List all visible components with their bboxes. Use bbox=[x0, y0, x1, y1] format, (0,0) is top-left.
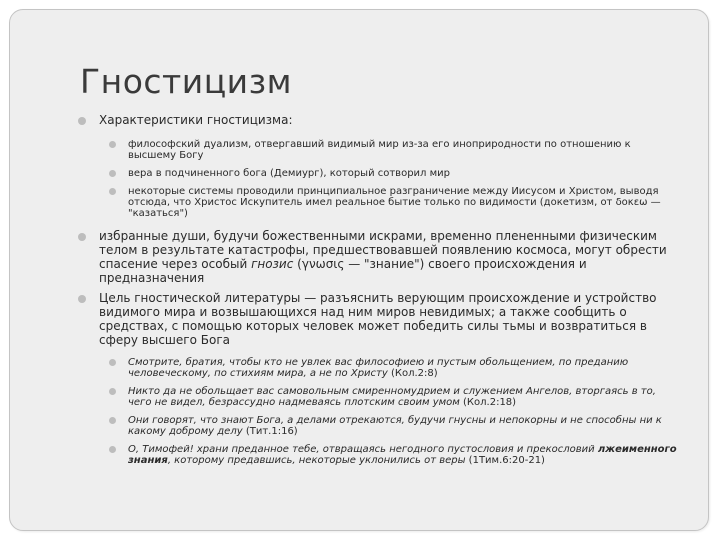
quote-titus-1-16 bbox=[98, 415, 678, 437]
gnosis-term: гнозис bbox=[251, 257, 294, 271]
quote-emphasis: лжеименного знания bbox=[128, 444, 677, 466]
quote-text: Никто да не обольщает вас самовольным смиренномудрием и служением Ангелов, вторгаясь в то, чего не видел, безрассудно надмеваясь плотским своим умом bbox=[128, 386, 656, 408]
quote-reference: (Кол.2:8) bbox=[387, 368, 438, 379]
bullet-literature-goal: Цель гностической литературы — разъяснить верующим происхождение и устройство видимого мира и возвышающихся над ним миров невидимых; а также сообщить о средствах, с помощью которых человек может победить силы тьмы и возвратиться в сферу высшего Бога bbox=[78, 291, 678, 347]
slide-title: Гностицизм bbox=[80, 62, 293, 101]
bullet-characteristics: Характеристики гностицизма: bbox=[78, 113, 678, 127]
sub-bullet-dualism: философский дуализм, отвергавший видимый мир из-за его иноприродности по отношению к высшему Богу bbox=[98, 139, 678, 161]
quote-reference: (Тит.1:16) bbox=[242, 426, 298, 437]
quote-colossians-2-18 bbox=[98, 386, 678, 408]
quote-text: Они говорят, что знают Бога, а делами отрекаются, будучи гнусны и непокорны и не способны ни к какому доброму делу bbox=[128, 415, 662, 437]
quote-text: Смотрите, братия, чтобы кто не увлек вас философиею и пустым обольщением, по преданию человеческому, по стихиям мира, а не по Христу bbox=[128, 357, 629, 379]
quote-reference: (Кол.2:18) bbox=[459, 397, 517, 408]
bullet-chosen-souls-text-1: избранные души, будучи божественными искрами, временно плененными физическим телом в результате катастрофы, предшествовавшей появлению космоса, могут обрести спасение через особый bbox=[99, 229, 667, 271]
sub-bullet-demiurge: вера в подчиненного бога (Демиург), который сотворил мир bbox=[98, 168, 678, 179]
quote-1-timothy-6-20 bbox=[98, 444, 678, 466]
quote-colossians-2-8 bbox=[98, 357, 678, 379]
quote-text-continued: , которому предавшись, некоторые уклонились от веры bbox=[167, 455, 466, 466]
slide-content bbox=[78, 113, 678, 466]
sub-bullet-docetism: некоторые системы проводили принципиальное разграничение между Иисусом и Христом, выводя отсюда, что Христос Искупитель имел реальное бытие только по видимости (докетизм, от δοκεω — "казаться") bbox=[98, 186, 678, 219]
bullet-chosen-souls bbox=[78, 229, 678, 285]
quote-text: О, Тимофей! храни преданное тебе, отвращаясь негодного пустословия и прекословий bbox=[128, 444, 598, 455]
bullet-chosen-souls-text-2: (γνωσις — "знание") своего происхождения и предназначения bbox=[99, 257, 587, 285]
quote-reference: (1Тим.6:20-21) bbox=[465, 455, 545, 466]
